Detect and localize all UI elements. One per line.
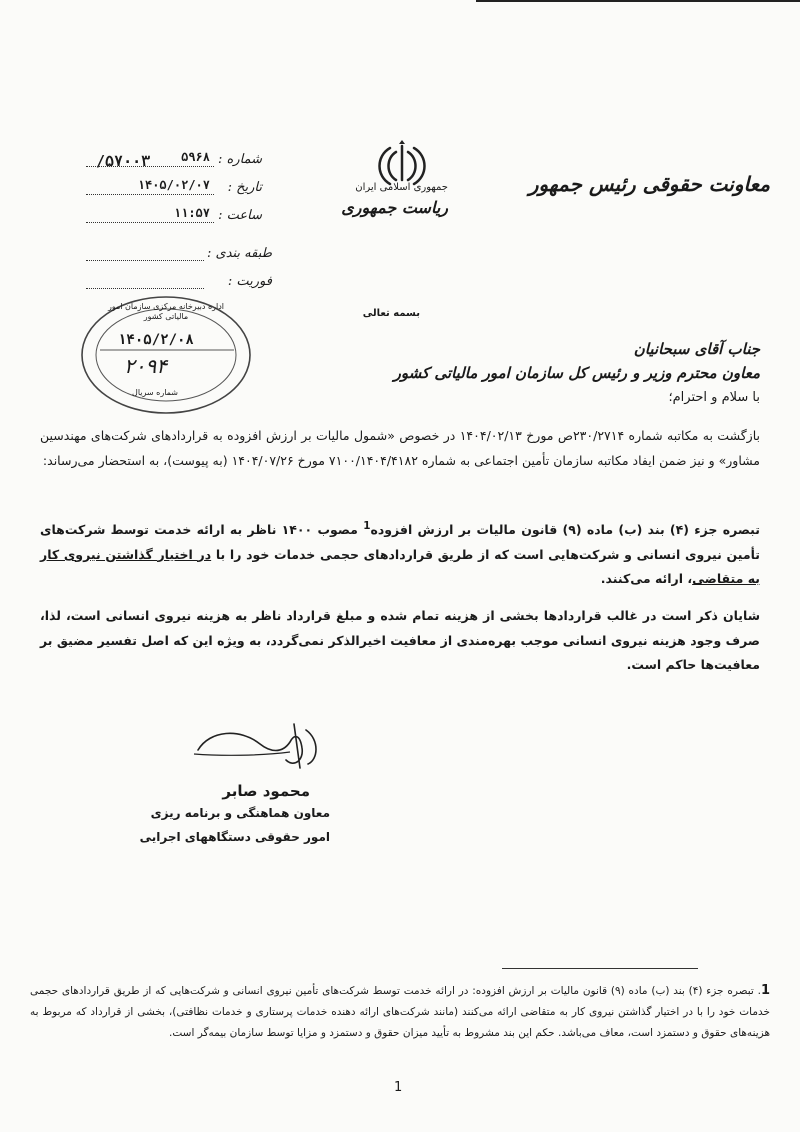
p2-underlined-text: در اختیار گذاشتن نیروی کار به متقاضی (40, 546, 760, 587)
stamp-org: اداره دبیرخانه مرکزی سازمان امور مالیاتی کشور (107, 302, 225, 321)
top-border-rule (476, 0, 800, 2)
p2-text-a: تبصره جزء (۴) بند (ب) ماده (۹) قانون مالیات بر ارزش افزوده (370, 522, 760, 538)
letter-time: ۱۱:۵۷ (86, 206, 214, 223)
signer-title-1: معاون هماهنگی و برنامه ریزی (150, 806, 330, 820)
addressee-name: جناب آقای سبحانیان (633, 340, 760, 358)
signature-icon (190, 720, 330, 780)
meta-classification-row (86, 244, 272, 261)
addressee-title: معاون محترم وزیر و رئیس کل سازمان امور مالیاتی کشور (393, 364, 760, 382)
department-title: معاونت حقوقی رئیس جمهور (528, 172, 770, 196)
footnote-mark: 1 (760, 983, 770, 998)
body-paragraph-1: بازگشت به مکاتبه شماره ۲۳۰/۲۷۱۴ص مورخ ۱۴۰۴/۰۲/۱۳ در خصوص «شمول مالیات بر ارزش افزوده به قراردادهای شرکت‌های مهندسین مشاور» و نیز ضمن ایفاد مکاتبه سازمان تأمین اجتماعی به شماره ۷۱۰۰/۱۴۰۴/۴۱۸۲ مورخ ۱۴۰۴/۰۷/۲۶ (به پیوست)، به استحضار می‌رساند: (40, 428, 760, 468)
urgency-value (86, 272, 204, 289)
body-paragraph-3: شایان ذکر است در غالب قراردادها بخشی از هزینه تمام شده و مبلغ قرارداد ناظر به هزینه نیروی انسانی است، لذا، صرف وجود هزینه نیروی انسانی موجب بهره‌مندی از معافیت اخیرالذکر نمی‌گردد، به ویژه این که اصل تفسیر مضیق بر معافیت‌ها حاکم است. (40, 608, 760, 672)
meta-number-row (86, 150, 262, 167)
stamp-number: ۲۰۹۴ (124, 354, 167, 378)
signer-name: محمود صابر (222, 782, 310, 800)
meta-date-row (86, 178, 262, 195)
meta-label: طبقه بندی : (207, 246, 272, 261)
footnote-separator (502, 968, 698, 969)
meta-label: تاریخ : (227, 180, 262, 195)
meta-label: فوریت : (227, 274, 272, 289)
p2-text-b: مصوب ۱۴۰۰ ناظر به ارائه خدمت توسط شرکت‌های تأمین نیروی انسانی و شرکت‌هایی است که از طریق قراردادهای حجمی خدمات خود را با (40, 522, 760, 562)
footnote (30, 980, 770, 1044)
p2-text-c: ، ارائه می‌کنند. (600, 571, 693, 587)
page-number: 1 (394, 1080, 403, 1095)
meta-label: شماره : (218, 152, 262, 167)
stamp-label: شماره سریال (132, 388, 178, 397)
classification-value (86, 244, 204, 261)
registry-stamp (78, 292, 254, 418)
body-paragraph-2 (40, 514, 760, 592)
meta-label: ساعت : (218, 208, 262, 223)
meta-urgency-row (86, 272, 272, 289)
emblem-caption: جمهوری اسلامی ایران (355, 182, 448, 193)
letter-number: ۵۹۶۸ (86, 150, 214, 167)
footnote-ref: 1 (363, 520, 371, 532)
presidency-title: ریاست جمهوری (341, 198, 448, 217)
greeting: با سلام و احترام؛ (668, 390, 760, 405)
stamp-date: ۱۴۰۵/۲/۰۸ (118, 332, 194, 348)
bismillah: بسمه تعالی (362, 308, 420, 319)
meta-time-row (86, 206, 262, 223)
signer-title-2: امور حقوقی دستگاههای اجرایی (139, 830, 330, 844)
footnote-text: . تبصره جزء (۴) بند (ب) ماده (۹) قانون مالیات بر ارزش افزوده: در ارائه خدمت توسط شرکت‌های تأمین نیروی انسانی و شرکت‌هایی که از طریق قراردادهای حجمی خدمات خود را با در اختیار گذاشتن نیروی کار به متقاضی ارائه می‌کنند (مانند شرکت‌های ارائه دهنده خدمات پرستاری و خدمات نظافتی)، بخشی از قرارداد که مربوط به هزینه‌های حقوق و دستمزد است، معاف می‌باشد. حکم این بند مشروط به تأیید میزان حقوق و دستمزد و مزایا توسط سازمان بیمه‌گر است. (30, 985, 770, 1039)
reference-number: /۵۷۰۰۳ (96, 152, 151, 170)
letter-date: ۱۴۰۵/۰۲/۰۷ (86, 178, 214, 195)
